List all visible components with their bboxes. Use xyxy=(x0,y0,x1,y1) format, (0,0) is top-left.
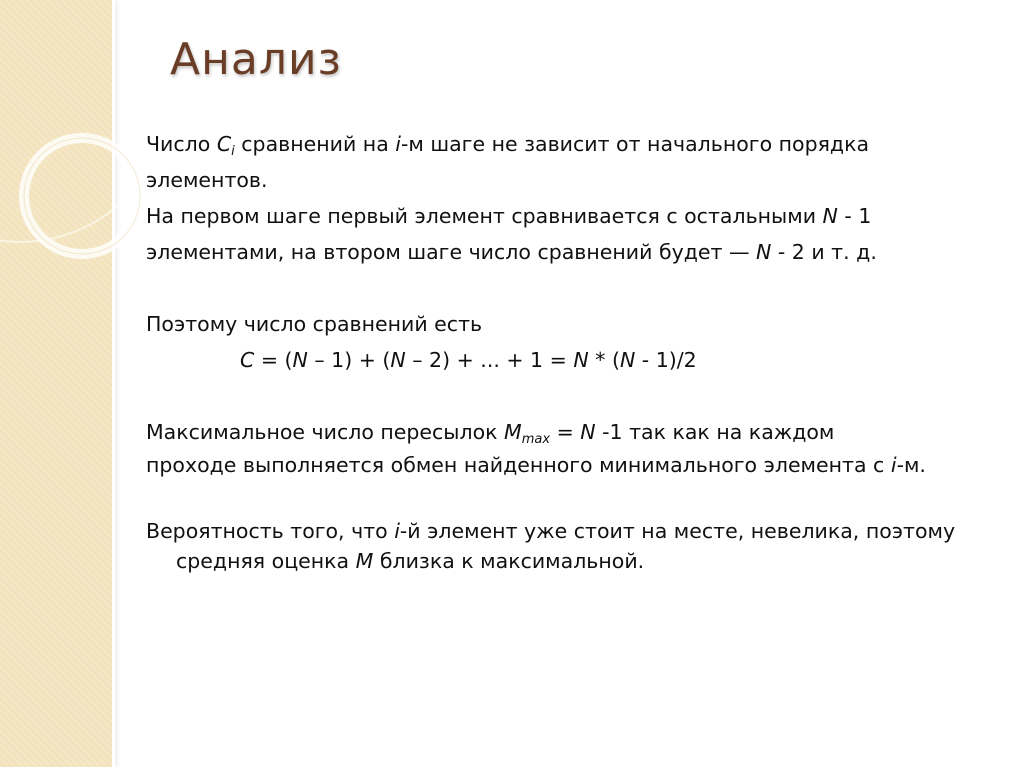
paragraph-therefore: Поэтому число сравнений есть xyxy=(146,312,483,336)
paragraph-comparisons-cont: элементов. xyxy=(146,168,268,192)
paragraph-max-moves-cont: проходе выполняется обмен найденного минимального элемента с i-м. xyxy=(146,453,926,477)
paragraph-first-step: На первом шаге первый элемент сравнивается с остальными N - 1 xyxy=(146,204,872,228)
comparison-formula: C = (N – 1) + (N – 2) + ... + 1 = N * (N - 1)/2 xyxy=(240,348,697,372)
paragraph-max-moves: Максимальное число пересылок $M_{max} = N$ -1 так как на каждом xyxy=(146,420,835,447)
paragraph-comparisons: Число $C_i$ сравнений на i-м шаге не зависит от начального порядка xyxy=(146,132,870,159)
paragraph-probability: Вероятность того, что i-й элемент уже стоит на месте, невелика, поэтому средняя оценка M близка к максимальной. xyxy=(146,519,956,573)
slide-title: Анализ xyxy=(170,34,342,85)
paragraph-second-step: элементами, на втором шаге число сравнений будет — N - 2 и т. д. xyxy=(146,240,877,264)
slide-body xyxy=(146,126,992,576)
